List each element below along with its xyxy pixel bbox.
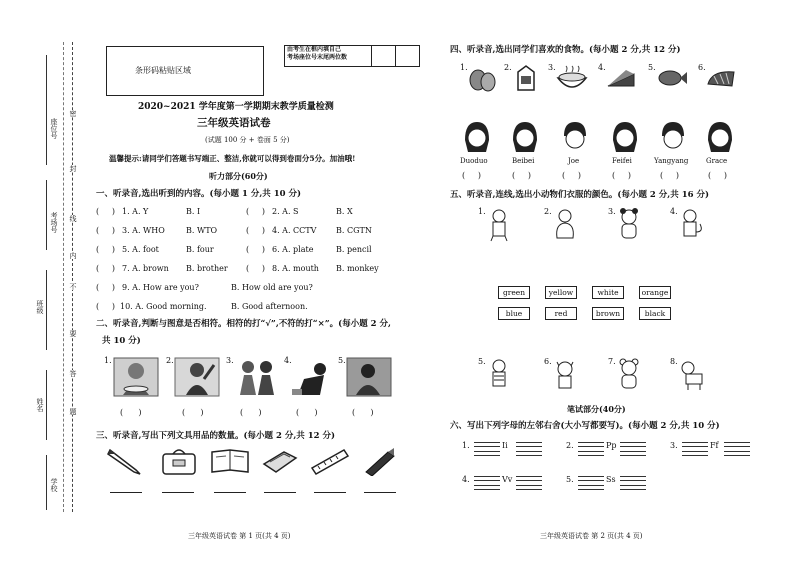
answer-paren[interactable]: ( ) xyxy=(182,408,204,417)
seal-char: 封 xyxy=(69,165,77,172)
girl-face-icon xyxy=(510,120,540,154)
answer-blank[interactable] xyxy=(110,492,142,493)
food-number: 3. xyxy=(548,63,556,72)
bear-icon xyxy=(616,358,642,392)
footer-right: 三年级英语试卷 第 2 页(共 4 页) xyxy=(540,532,643,540)
question-row xyxy=(96,227,426,246)
option-c: 2. A. S xyxy=(272,207,299,216)
section4-title: 四、听录音,选出同学们喜欢的食物。(每小题 2 分,共 12 分) xyxy=(450,45,681,55)
color-word-yellow[interactable]: yellow xyxy=(545,286,577,299)
listening-header: 听力部分(60分) xyxy=(209,171,268,181)
panda-icon xyxy=(616,208,642,242)
writing-lines[interactable] xyxy=(620,438,646,456)
option-b: B. I xyxy=(186,207,201,216)
seat-digit-cell[interactable] xyxy=(396,46,419,66)
seal-char: 不 xyxy=(69,283,77,290)
seat-note-line2: 考场座位号末尾两位数 xyxy=(287,54,348,61)
color-word-green[interactable]: green xyxy=(498,286,530,299)
animal-number: 5. xyxy=(478,357,486,366)
barcode-label: 条形码粘贴区域 xyxy=(135,66,191,75)
writing-lines[interactable] xyxy=(682,438,708,456)
item-number: 3. xyxy=(670,441,678,450)
score-note: (试题 100 分 + 卷面 5 分) xyxy=(205,136,290,144)
answer-blank[interactable] xyxy=(314,492,346,493)
kid-name: Feifei xyxy=(612,157,632,165)
option-a: 10. A. Good morning. xyxy=(120,302,207,311)
color-word-brown[interactable]: brown xyxy=(592,307,624,320)
tiger-icon xyxy=(486,358,512,392)
pic-number: 3. xyxy=(226,356,234,365)
dog-icon xyxy=(678,358,708,392)
item-number: 4. xyxy=(462,475,470,484)
seat-digit-cell[interactable] xyxy=(372,46,396,66)
boy-bowing-picture xyxy=(290,357,336,397)
cat-icon xyxy=(552,358,578,392)
seal-char: 内 xyxy=(69,252,77,259)
name-line xyxy=(46,370,47,440)
color-word-orange[interactable]: orange xyxy=(639,286,671,299)
color-word-white[interactable]: white xyxy=(592,286,624,299)
pic-number: 2. xyxy=(166,356,174,365)
ruler-icon xyxy=(310,446,350,476)
animals-bottom xyxy=(478,358,728,398)
exam-title: 2020~2021 学年度第一学期期末教学质量检测 xyxy=(138,102,334,112)
duck-icon xyxy=(552,208,578,242)
food-number: 2. xyxy=(504,63,512,72)
food-row xyxy=(460,62,760,100)
seat-number-label: 座位号 xyxy=(50,118,58,139)
boy-face-icon xyxy=(560,120,590,154)
bag-icon xyxy=(159,446,199,476)
answer-paren[interactable]: ( ) xyxy=(240,408,262,417)
option-d: B. pencil xyxy=(336,245,372,254)
monkey-icon xyxy=(486,208,512,242)
option-d: B. monkey xyxy=(336,264,379,273)
writing-lines[interactable] xyxy=(724,438,750,456)
reminder: 温馨提示:请同学们答题书写端正、整洁,你就可以得到卷面分5分。加油哦! xyxy=(109,154,356,163)
food-number: 4. xyxy=(598,63,606,72)
kid-name: Duoduo xyxy=(460,157,488,165)
answer-paren[interactable]: ( ) xyxy=(246,245,265,254)
writing-lines[interactable] xyxy=(578,438,604,456)
kids-faces-row xyxy=(460,120,760,182)
section2-title-line1: 二、听录音,判断与图意是否相符。相符的打“√”,不符的打“×”。(每小题 2 分, xyxy=(96,319,392,329)
option-c: 8. A. mouth xyxy=(272,264,319,273)
item-number: 2. xyxy=(566,441,574,450)
section1-title: 一、听录音,选出听到的内容。(每小题 1 分,共 10 分) xyxy=(96,189,302,199)
option-a: 5. A. foot xyxy=(122,245,159,254)
item-number: 5. xyxy=(566,475,574,484)
boy-waving-picture xyxy=(174,357,220,397)
color-word-black[interactable]: black xyxy=(639,307,671,320)
option-b: B. WTO xyxy=(186,226,218,235)
class-label: 班级 xyxy=(36,300,44,314)
answer-paren[interactable]: ( ) xyxy=(96,207,115,216)
answer-paren[interactable]: ( ) xyxy=(512,171,531,180)
answer-paren[interactable]: ( ) xyxy=(246,226,265,235)
seat-number-line xyxy=(46,55,47,165)
pic-number: 5. xyxy=(338,356,346,365)
writing-lines[interactable] xyxy=(620,472,646,490)
section6-items xyxy=(462,436,762,496)
cake-icon xyxy=(606,64,636,92)
kid-name: Grace xyxy=(706,157,728,165)
school-label: 学校 xyxy=(50,478,58,492)
answer-paren[interactable]: ( ) xyxy=(562,171,581,180)
given-letter: Ff xyxy=(710,441,719,450)
answer-paren[interactable]: ( ) xyxy=(96,283,115,292)
seal-char: 密 xyxy=(69,110,77,117)
writing-lines[interactable] xyxy=(578,472,604,490)
seal-char: 要 xyxy=(69,330,77,337)
name-label: 姓名 xyxy=(36,398,44,412)
answer-paren[interactable]: ( ) xyxy=(462,171,481,180)
boy-face-icon xyxy=(658,120,688,154)
option-d: B. X xyxy=(336,207,353,216)
answer-paren[interactable]: ( ) xyxy=(246,264,265,273)
binding-sidebar xyxy=(0,0,92,561)
answer-paren[interactable]: ( ) xyxy=(352,408,374,417)
animal-number: 4. xyxy=(670,207,678,216)
child-sitting-picture xyxy=(346,357,392,397)
section3-items xyxy=(104,446,424,501)
footer-left: 三年级英语试卷 第 1 页(共 4 页) xyxy=(188,532,291,540)
animal-number: 7. xyxy=(608,357,616,366)
seat-number-box xyxy=(284,45,420,67)
answer-paren[interactable]: ( ) xyxy=(120,408,142,417)
writing-lines[interactable] xyxy=(516,472,542,490)
option-b: B. four xyxy=(186,245,214,254)
girl-face-icon xyxy=(610,120,640,154)
girl-face-icon xyxy=(462,120,492,154)
question-row xyxy=(96,246,426,265)
answer-paren[interactable]: ( ) xyxy=(708,171,727,180)
food-number: 6. xyxy=(698,63,706,72)
answer-paren[interactable]: ( ) xyxy=(660,171,679,180)
section1-list xyxy=(96,208,426,322)
exam-room-line xyxy=(46,180,47,250)
seal-char: 答 xyxy=(69,370,77,377)
food-number: 1. xyxy=(460,63,468,72)
dashed-seal-line-2 xyxy=(63,42,64,512)
option-c: 4. A. CCTV xyxy=(272,226,317,235)
answer-paren[interactable]: ( ) xyxy=(96,264,115,273)
given-letter: Ss xyxy=(606,475,616,484)
option-b: B. brother xyxy=(186,264,228,273)
animal-number: 6. xyxy=(544,357,552,366)
crayon-icon xyxy=(360,446,400,476)
kid-name: Beibei xyxy=(512,157,535,165)
answer-paren[interactable]: ( ) xyxy=(296,408,318,417)
answer-blank[interactable] xyxy=(162,492,194,493)
animal-number: 1. xyxy=(478,207,486,216)
answer-blank[interactable] xyxy=(264,492,296,493)
answer-blank[interactable] xyxy=(214,492,246,493)
seal-char: 题 xyxy=(69,408,77,415)
girl-eating-picture xyxy=(113,357,159,397)
seat-note-line1: 由考生在框内填自己 xyxy=(287,46,342,53)
writing-lines[interactable] xyxy=(474,438,500,456)
kid-name: Yangyang xyxy=(654,157,689,165)
section2-title-line2: 共 10 分) xyxy=(102,336,141,346)
answer-paren[interactable]: ( ) xyxy=(246,207,265,216)
milk-icon xyxy=(512,64,540,92)
pencil-box-icon xyxy=(260,446,300,476)
class-line xyxy=(46,270,47,350)
pic-number: 4. xyxy=(284,356,292,365)
food-number: 5. xyxy=(648,63,656,72)
kid-name: Joe xyxy=(568,157,580,165)
section3-title: 三、听录音,写出下列文具用品的数量。(每小题 2 分,共 12 分) xyxy=(96,431,336,441)
section6-title: 六、写出下列字母的左邻右舍(大小写都要写)。(每小题 2 分,共 10 分) xyxy=(450,421,720,431)
writing-header: 笔试部分(40分) xyxy=(567,404,626,414)
given-letter: Ii xyxy=(502,441,508,450)
seat-note xyxy=(285,46,372,66)
monkey-icon xyxy=(678,208,704,242)
barcode-area xyxy=(106,46,264,96)
animals-top xyxy=(478,208,728,248)
question-row xyxy=(96,265,426,284)
answer-paren[interactable]: ( ) xyxy=(96,226,115,235)
given-letter: Pp xyxy=(606,441,617,450)
school-line xyxy=(46,455,47,510)
girl-face-icon xyxy=(705,120,735,154)
option-c: 6. A. plate xyxy=(272,245,314,254)
option-d: B. CGTN xyxy=(336,226,372,235)
eggs-icon xyxy=(468,64,496,92)
fish-icon xyxy=(656,64,688,92)
option-a: 9. A. How are you? xyxy=(122,283,199,292)
option-b: B. Good afternoon. xyxy=(231,302,308,311)
pic-number: 1. xyxy=(104,356,112,365)
animal-number: 8. xyxy=(670,357,678,366)
seal-char: 线 xyxy=(69,215,77,222)
answer-paren[interactable]: ( ) xyxy=(96,302,115,311)
answer-blank[interactable] xyxy=(364,492,396,493)
book-icon xyxy=(210,446,250,476)
color-word-red[interactable]: red xyxy=(545,307,577,320)
answer-paren[interactable]: ( ) xyxy=(96,245,115,254)
question-row xyxy=(96,284,426,303)
option-b: B. How old are you? xyxy=(231,283,313,292)
color-word-blue[interactable]: blue xyxy=(498,307,530,320)
option-a: 7. A. brown xyxy=(122,264,169,273)
item-number: 1. xyxy=(462,441,470,450)
animal-number: 3. xyxy=(608,207,616,216)
pen-icon xyxy=(106,446,146,476)
animal-number: 2. xyxy=(544,207,552,216)
option-a: 3. A. WHO xyxy=(122,226,165,235)
given-letter: Vv xyxy=(502,475,513,484)
bread-icon xyxy=(706,64,736,92)
writing-lines[interactable] xyxy=(516,438,542,456)
exam-room-label: 考场号 xyxy=(50,212,58,233)
rice-bowl-icon xyxy=(556,64,588,92)
answer-paren[interactable]: ( ) xyxy=(612,171,631,180)
option-a: 1. A. Y xyxy=(122,207,149,216)
question-row xyxy=(96,208,426,227)
two-kids-picture xyxy=(234,357,280,397)
writing-lines[interactable] xyxy=(474,472,500,490)
subject-title: 三年级英语试卷 xyxy=(197,117,271,129)
section5-title: 五、听录音,连线,选出小动物们衣服的颜色。(每小题 2 分,共 16 分) xyxy=(450,190,710,200)
section2-pictures xyxy=(104,355,424,425)
